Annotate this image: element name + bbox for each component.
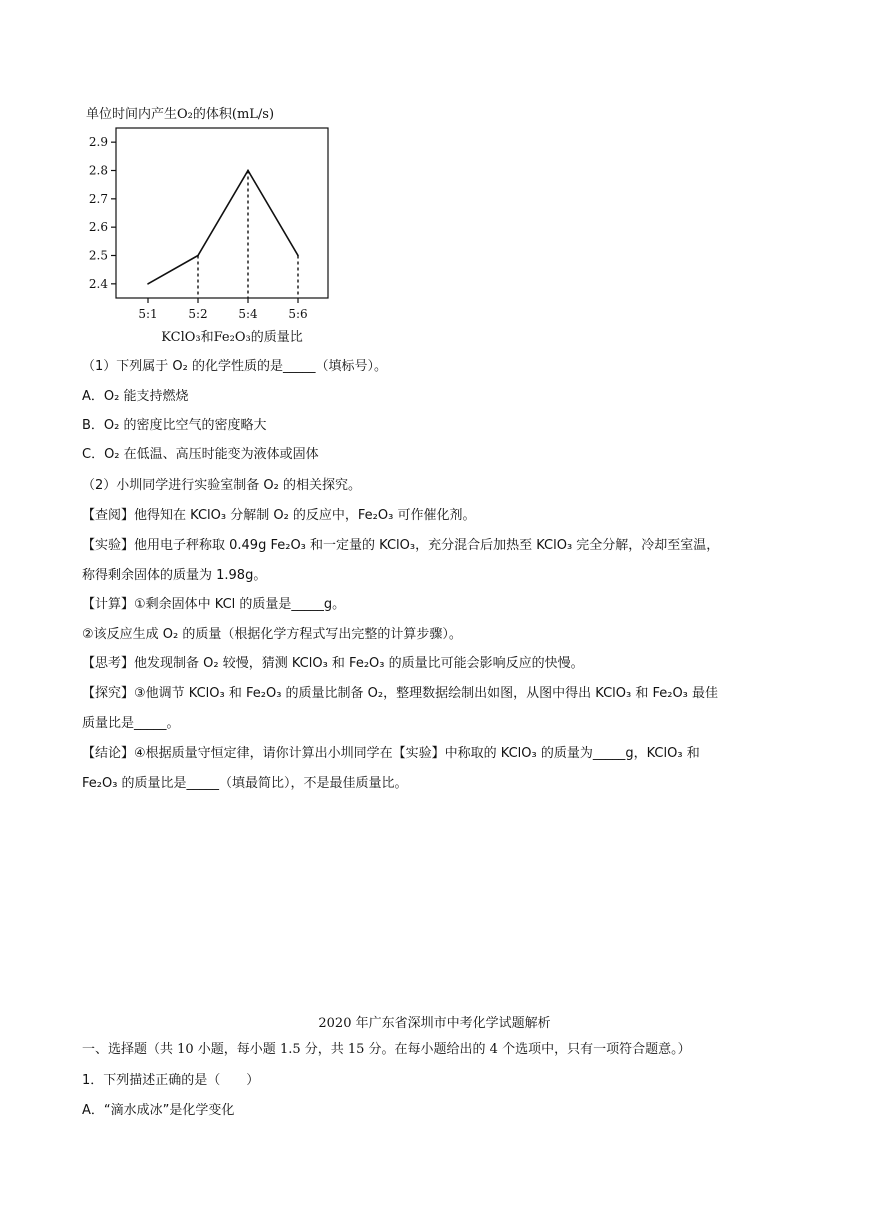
tanjiu-line-1: 【探究】③他调节 KClO₃ 和 Fe₂O₃ 的质量比制备 O₂，整理数据绘制出如图，从图中得出 KClO₃ 和 Fe₂O₃ 最佳	[82, 686, 719, 701]
x-tick-label: 5:1	[138, 307, 158, 321]
y-tick-label: 2.8	[88, 163, 108, 178]
data-point	[247, 170, 249, 172]
question-1: （1）下列属于 O₂ 的化学性质的是_____（填标号）。	[82, 359, 387, 374]
jisuan-line-2: ②该反应生成 O₂ 的质量（根据化学方程式写出完整的计算步骤）。	[82, 627, 462, 642]
option-a: A．O₂ 能支持燃烧	[82, 389, 189, 404]
shiyan-line-1: 【实验】他用电子秤称取 0.49g Fe₂O₃ 和一定量的 KClO₃，充分混合后加热至 KClO₃ 完全分解，冷却至室温，	[82, 538, 720, 553]
y-tick-label: 2.4	[88, 276, 108, 291]
chart-title: 单位时间内产生O₂的体积(mL/s)	[86, 107, 275, 122]
series-line	[148, 171, 298, 284]
jisuan-line-1: 【计算】①剩余固体中 KCl 的质量是_____g。	[82, 597, 346, 612]
drop-lines	[198, 171, 298, 299]
plot-frame	[116, 128, 328, 298]
jielun-line-2: Fe₂O₃ 的质量比是_____（填最简比），不是最佳质量比。	[82, 776, 408, 791]
question-2: （2）小圳同学进行实验室制备 O₂ 的相关探究。	[82, 478, 361, 493]
data-point	[147, 283, 149, 285]
series	[147, 170, 299, 285]
chart-svg	[82, 100, 342, 350]
x-tick-label: 5:6	[288, 307, 308, 321]
tanjiu-line-2: 质量比是_____。	[82, 716, 180, 731]
option-b: B．O₂ 的密度比空气的密度略大	[82, 418, 267, 433]
chayue-line: 【查阅】他得知在 KClO₃ 分解制 O₂ 的反应中，Fe₂O₃ 可作催化剂。	[82, 508, 476, 523]
sikao-line: 【思考】他发现制备 O₂ 较慢，猜测 KClO₃ 和 Fe₂O₃ 的质量比可能会影响反应的快慢。	[82, 656, 584, 671]
y-tick-label: 2.5	[88, 248, 108, 263]
analysis-section: 一、选择题（共 10 小题，每小题 1.5 分，共 15 分。在每小题给出的 4 个选项中，只有一项符合题意。）	[82, 1042, 691, 1057]
y-tick-label: 2.9	[88, 135, 108, 150]
analysis-q1: 1．下列描述正确的是（ ）	[82, 1073, 260, 1088]
x-axis	[138, 298, 307, 321]
data-point	[197, 255, 199, 257]
x-tick-label: 5:4	[238, 307, 258, 321]
analysis-title: 2020 年广东省深圳市中考化学试题解析	[318, 1016, 551, 1031]
y-tick-label: 2.7	[88, 191, 108, 206]
y-tick-label: 2.6	[88, 220, 108, 235]
y-axis	[89, 135, 116, 291]
jielun-line-1: 【结论】④根据质量守恒定律，请你计算出小圳同学在【实验】中称取的 KClO₃ 的质量为_____g，KClO₃ 和	[82, 746, 700, 761]
o2-rate-chart	[82, 100, 342, 350]
data-point	[297, 255, 299, 257]
analysis-opt-a: A．“滴水成冰”是化学变化	[82, 1103, 235, 1118]
chart-xlabel: KClO₃和Fe₂O₃的质量比	[161, 330, 303, 345]
x-tick-label: 5:2	[188, 307, 208, 321]
option-c: C．O₂ 在低温、高压时能变为液体或固体	[82, 447, 319, 462]
shiyan-line-2: 称得剩余固体的质量为 1.98g。	[82, 568, 267, 583]
